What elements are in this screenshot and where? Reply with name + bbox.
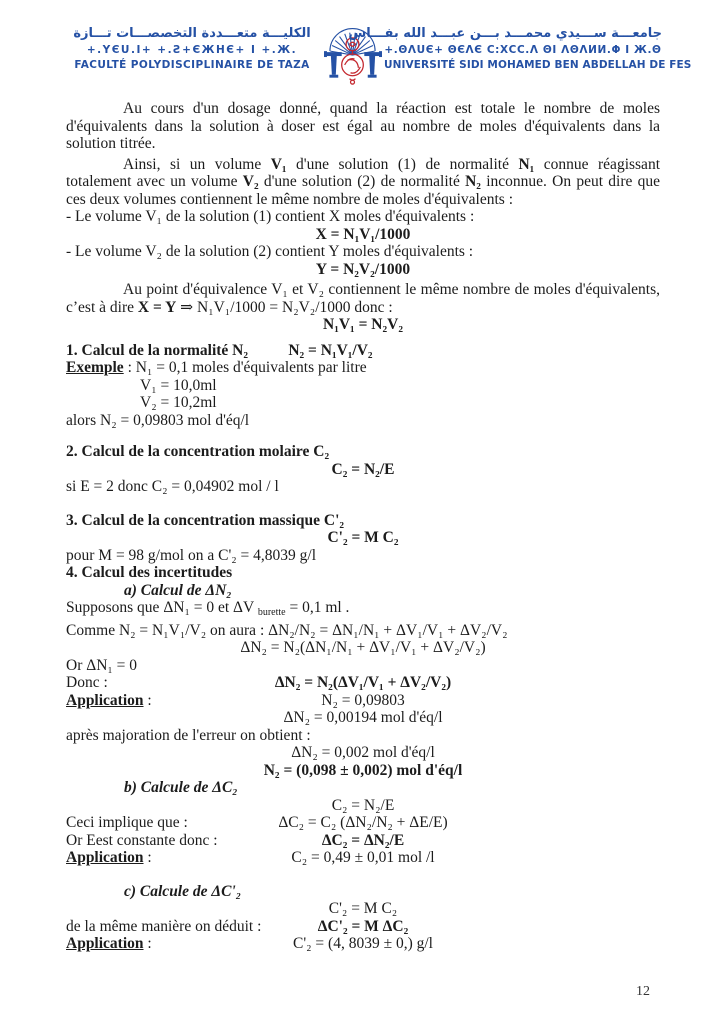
text-segment: : [143, 849, 152, 866]
formula-delta-c2: ΔC₂ = ΔN₂/E [321, 831, 405, 849]
formula-y: Y = N₂V₂/1000 [315, 260, 411, 278]
text-segment: N₂ = N₁V₁/V₂ [288, 341, 373, 359]
section4a-final: N₂ = (0,098 ± 0,002) mol d'éq/l [263, 761, 463, 779]
text-segment: d'une solution (1) de normalité [286, 155, 519, 173]
section4a-hypothesis [66, 599, 660, 622]
text-segment: connue réagissant totalement avec un volume [66, 155, 660, 190]
section1-exemple [66, 359, 660, 377]
page-number: 12 [636, 984, 650, 999]
university-name-tifinagh: +.ΘΛUЄ+ ΘЄΛЄ C:ΧCC.Λ ΘΙ ΛΘΛИИ.Φ Ι Ж.Θ [384, 44, 662, 56]
faculty-name-french: FACULTÉ POLYDISCIPLINAIRE DE TAZA [74, 59, 310, 71]
text-segment: burette [257, 607, 286, 618]
text-segment: inconnue. On peut dire que ces deux volumes contiennent le même nombre de moles d'équivalents : [66, 173, 660, 208]
application-value: C'₂ = (4, 8039 ± 0,) g/l [293, 935, 433, 952]
section4-title: 4. Calcul des incertitudes [66, 564, 233, 581]
deduit-label: de la même manière on déduit : [66, 917, 262, 935]
formula-delta-n2: ΔN₂ = N₂(ΔV₁/V₁ + ΔV₂/V₂) [274, 674, 452, 691]
text-segment: : [143, 691, 152, 709]
section4a-rounded: ΔN₂ = 0,002 mol d'éq/l [291, 744, 435, 761]
text-segment: Application [66, 691, 144, 709]
line-volume-v1: - Le volume V₁ de la solution (1) contient X moles d'équivalents : [66, 208, 475, 225]
donc-label: Donc : [66, 674, 108, 691]
paragraph-dosage: Au cours d'un dosage donné, quand la réaction est totale le nombre de moles d'équivalents dans la solution à doser est égal au nombre de moles d'équivalents dans la solution titrée. [66, 100, 660, 152]
letterhead [0, 0, 724, 91]
text-segment: Ainsi, si un volume [123, 155, 271, 173]
section4a-application-row [66, 692, 660, 710]
section4b-application-row [66, 849, 660, 867]
section4a-title: a) Calcul de ΔN₂ [124, 581, 232, 599]
application-value: C₂ = 0,49 ± 0,01 mol /l [291, 849, 435, 866]
section4a-majoration: après majoration de l'erreur on obtient : [66, 726, 311, 744]
text-segment: Supposons que ΔN₁ = 0 et ΔV [66, 599, 258, 616]
section4a-donc-row [66, 674, 660, 692]
text-segment: Au point d'équivalence V₁ et V₂ contiennent le même nombre de moles d'équivalents, c’est à dire [66, 281, 660, 316]
section4b-formula: C₂ = N₂/E [331, 796, 395, 814]
text-segment: Application [66, 935, 144, 952]
section1-title [66, 342, 660, 360]
section3-result: pour M = 98 g/mol on a C'₂ = 4,8039 g/l [66, 546, 316, 564]
section1-result: alors N₂ = 0,09803 mol d'éq/l [66, 411, 250, 429]
application-label [66, 849, 152, 867]
section4a-formula-full: ΔN₂ = N₂(ΔN₁/N₁ + ΔV₁/V₁ + ΔV₂/V₂) [240, 639, 486, 656]
university-block [348, 25, 692, 73]
text-segment: Exemple [66, 359, 124, 376]
text-segment: : N₁ = 0,1 moles d'équivalents par litre [123, 359, 367, 376]
line-volume-v2: - Le volume V₂ de la solution (2) contient Y moles d'équivalents : [66, 243, 474, 260]
university-name-arabic: جامعـــة ســـيدي محمـــد بـــن عبـــد الله بفـــاس [348, 26, 662, 41]
text-segment: ⇒ N₁V₁/1000 = N₂V₂/1000 donc : [176, 298, 393, 316]
formula-delta-c2-full: ΔC₂ = C₂ (ΔN₂/N₂ + ΔE/E) [278, 814, 448, 831]
text-segment: N₁ [518, 155, 535, 173]
faculty-name-tifinagh: +.YЄU.I+ +.Ƨ+ЄЖHЄ+ I +.Ж. [86, 44, 298, 56]
text-segment: V₂ [242, 173, 259, 190]
formula-delta-c2p: ΔC'₂ = M ΔC₂ [317, 917, 409, 935]
section2-title: 2. Calcul de la concentration molaire C₂ [66, 443, 330, 460]
document-body [0, 91, 724, 953]
section2-formula: C₂ = N₂/E [331, 460, 395, 478]
section3-title: 3. Calcul de la concentration massique C'₂ [66, 511, 345, 529]
section4c-deduit-row [66, 918, 660, 936]
section4c-formula: C'₂ = M C₂ [328, 900, 398, 917]
application-label [66, 935, 152, 953]
implique-label: Ceci implique que : [66, 814, 188, 831]
section4c-title: c) Calcule de ΔC'₂ [124, 882, 242, 900]
university-name-french: UNIVERSITÉ SIDI MOHAMED BEN ABDELLAH DE FES [384, 59, 692, 71]
application-label [66, 692, 152, 710]
faculty-block [62, 25, 322, 73]
section3-formula: C'₂ = M C₂ [327, 529, 399, 546]
constante-label: Or Eest constante donc : [66, 831, 218, 849]
section4a-delta-value: ΔN₂ = 0,00194 mol d'éq/l [283, 709, 443, 726]
formula-x: X = N₁V₁/1000 [315, 225, 411, 243]
text-segment: Application [66, 849, 144, 866]
faculty-name-arabic: الكليـــة متعـــددة التخصصـــات تـــازة [73, 26, 311, 41]
text-segment: V₁ [270, 155, 287, 173]
paragraph-volumes [66, 156, 660, 209]
application-value: N₂ = 0,09803 [321, 691, 405, 709]
section2-result: si E = 2 donc C₂ = 0,04902 mol / l [66, 478, 279, 495]
section4c-application-row [66, 935, 660, 953]
paragraph-equivalence [66, 281, 660, 316]
formula-n1v1-n2v2: N₁V₁ = N₂V₂ [323, 316, 403, 333]
text-segment: = 0,1 ml . [285, 599, 350, 616]
section1-v1-value: V₁ = 10,0ml [140, 376, 217, 394]
section4a-derivation: Comme N₂ = N₁V₁/V₂ on aura : ΔN₂/N₂ = ΔN₁/N₁ + ΔV₁/V₁ + ΔV₂/V₂ [66, 621, 508, 639]
text-segment: X = Y [137, 298, 177, 316]
section4b-title: b) Calcule de ΔC₂ [124, 779, 238, 796]
text-segment: : [143, 935, 152, 952]
section4b-implique-row [66, 814, 660, 832]
text-segment: d'une solution (2) de normalité [258, 173, 466, 190]
section4b-constante-row [66, 832, 660, 850]
text-segment: N₂ [465, 173, 481, 190]
section1-v2-value: V₂ = 10,2ml [140, 394, 217, 411]
section4a-or-line: Or ΔN₁ = 0 [66, 656, 138, 674]
text-segment: 1. Calcul de la normalité N₂ [66, 341, 249, 359]
